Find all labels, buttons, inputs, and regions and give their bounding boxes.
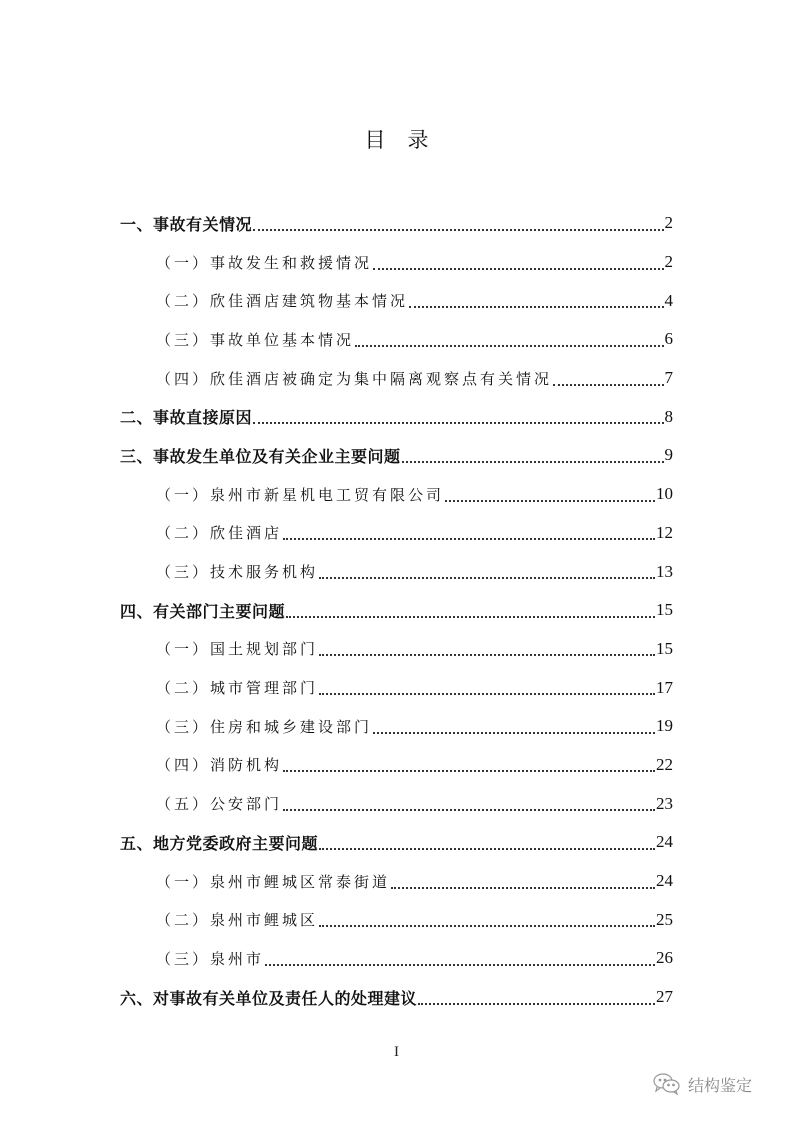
toc-entry[interactable] — [120, 784, 673, 823]
toc-entry-page: 2 — [664, 213, 673, 233]
toc-entry-page: 9 — [664, 445, 673, 465]
toc-entry-page: 12 — [656, 522, 673, 542]
toc-entry-label: （二）欣佳酒店 — [156, 524, 283, 543]
toc-entry-label: （二）泉州市鲤城区 — [156, 911, 319, 930]
toc-entry-page: 23 — [656, 793, 673, 813]
toc-entry-label: （三）技术服务机构 — [156, 563, 319, 582]
toc-entry-label: （一）国土规划部门 — [156, 640, 319, 659]
toc-entry-page: 19 — [656, 716, 673, 736]
toc-entry-label: （五）公安部门 — [156, 795, 283, 814]
toc-entry-label: （一）泉州市新星机电工贸有限公司 — [156, 485, 445, 504]
toc-entry-label: （四）消防机构 — [156, 756, 283, 775]
leader-dots — [373, 731, 655, 734]
toc-entry-page: 17 — [656, 677, 673, 697]
toc-entry-page: 8 — [664, 406, 673, 426]
toc-entry-page: 25 — [656, 909, 673, 929]
leader-dots — [253, 228, 663, 231]
toc-entry[interactable] — [120, 436, 673, 475]
toc-entry-page: 13 — [656, 561, 673, 581]
toc-entry-label: （三）泉州市 — [156, 949, 265, 968]
leader-dots — [319, 847, 655, 850]
toc-entry-label: （四）欣佳酒店被确定为集中隔离观察点有关情况 — [156, 369, 553, 388]
table-of-contents — [120, 204, 673, 1016]
page-title: 目录 — [364, 128, 451, 152]
toc-entry[interactable] — [120, 281, 673, 320]
toc-entry-label: （一）泉州市鲤城区常泰街道 — [156, 872, 391, 891]
toc-entry-label: 三、事故发生单位及有关企业主要问题 — [120, 444, 401, 467]
watermark — [652, 1072, 752, 1096]
page-number: I — [394, 1044, 399, 1060]
toc-entry-page: 26 — [656, 948, 673, 968]
toc-entry[interactable] — [120, 552, 673, 591]
toc-entry-page: 15 — [656, 600, 673, 620]
toc-entry-page: 22 — [656, 754, 673, 774]
toc-entry[interactable] — [120, 746, 673, 785]
leader-dots — [402, 460, 664, 463]
toc-entry[interactable] — [120, 397, 673, 436]
toc-entry[interactable] — [120, 707, 673, 746]
toc-entry-page: 10 — [656, 484, 673, 504]
toc-entry-label: 五、地方党委政府主要问题 — [120, 831, 318, 854]
leader-dots — [283, 769, 655, 772]
toc-entry-label: （二）欣佳酒店建筑物基本情况 — [156, 292, 409, 311]
toc-entry-label: 六、对事故有关单位及责任人的处理建议 — [120, 986, 417, 1009]
toc-entry-page: 24 — [656, 871, 673, 891]
leader-dots — [373, 267, 663, 270]
toc-entry[interactable] — [120, 320, 673, 359]
leader-dots — [265, 963, 655, 966]
leader-dots — [409, 305, 663, 308]
toc-entry-label: （一）事故发生和救援情况 — [156, 253, 373, 272]
toc-entry-label: （二）城市管理部门 — [156, 679, 319, 698]
toc-entry-label: 二、事故直接原因 — [120, 405, 252, 428]
toc-entry-page: 7 — [664, 368, 673, 388]
toc-entry-page: 27 — [656, 987, 673, 1007]
leader-dots — [253, 421, 663, 424]
toc-entry[interactable] — [120, 862, 673, 901]
toc-entry[interactable] — [120, 978, 673, 1017]
leader-dots — [319, 692, 655, 695]
leader-dots — [553, 383, 663, 386]
toc-entry-label: （三）住房和城乡建设部门 — [156, 717, 373, 736]
toc-entry-label: 四、有关部门主要问题 — [120, 599, 285, 622]
leader-dots — [445, 499, 655, 502]
leader-dots — [391, 886, 655, 889]
toc-entry-page: 6 — [664, 329, 673, 349]
toc-entry[interactable] — [120, 475, 673, 514]
toc-entry[interactable] — [120, 900, 673, 939]
toc-entry-label: （三）事故单位基本情况 — [156, 330, 355, 349]
leader-dots — [418, 1002, 655, 1005]
toc-entry-page: 4 — [664, 290, 673, 310]
leader-dots — [319, 576, 655, 579]
toc-entry[interactable] — [120, 668, 673, 707]
leader-dots — [283, 537, 655, 540]
toc-entry[interactable] — [120, 823, 673, 862]
leader-dots — [319, 924, 655, 927]
toc-entry[interactable] — [120, 939, 673, 978]
leader-dots — [283, 808, 655, 811]
toc-entry-page: 2 — [664, 252, 673, 272]
toc-entry-label: 一、事故有关情况 — [120, 212, 252, 235]
toc-entry[interactable] — [120, 204, 673, 243]
toc-entry[interactable] — [120, 359, 673, 398]
leader-dots — [355, 344, 663, 347]
leader-dots — [286, 615, 655, 618]
toc-entry-page: 24 — [656, 832, 673, 852]
leader-dots — [319, 653, 655, 656]
toc-entry[interactable] — [120, 514, 673, 553]
toc-entry[interactable] — [120, 630, 673, 669]
watermark-text: 结构鉴定 — [688, 1075, 753, 1095]
toc-entry[interactable] — [120, 243, 673, 282]
toc-entry-page: 15 — [656, 638, 673, 658]
toc-entry[interactable] — [120, 591, 673, 630]
wechat-icon — [652, 1072, 682, 1096]
